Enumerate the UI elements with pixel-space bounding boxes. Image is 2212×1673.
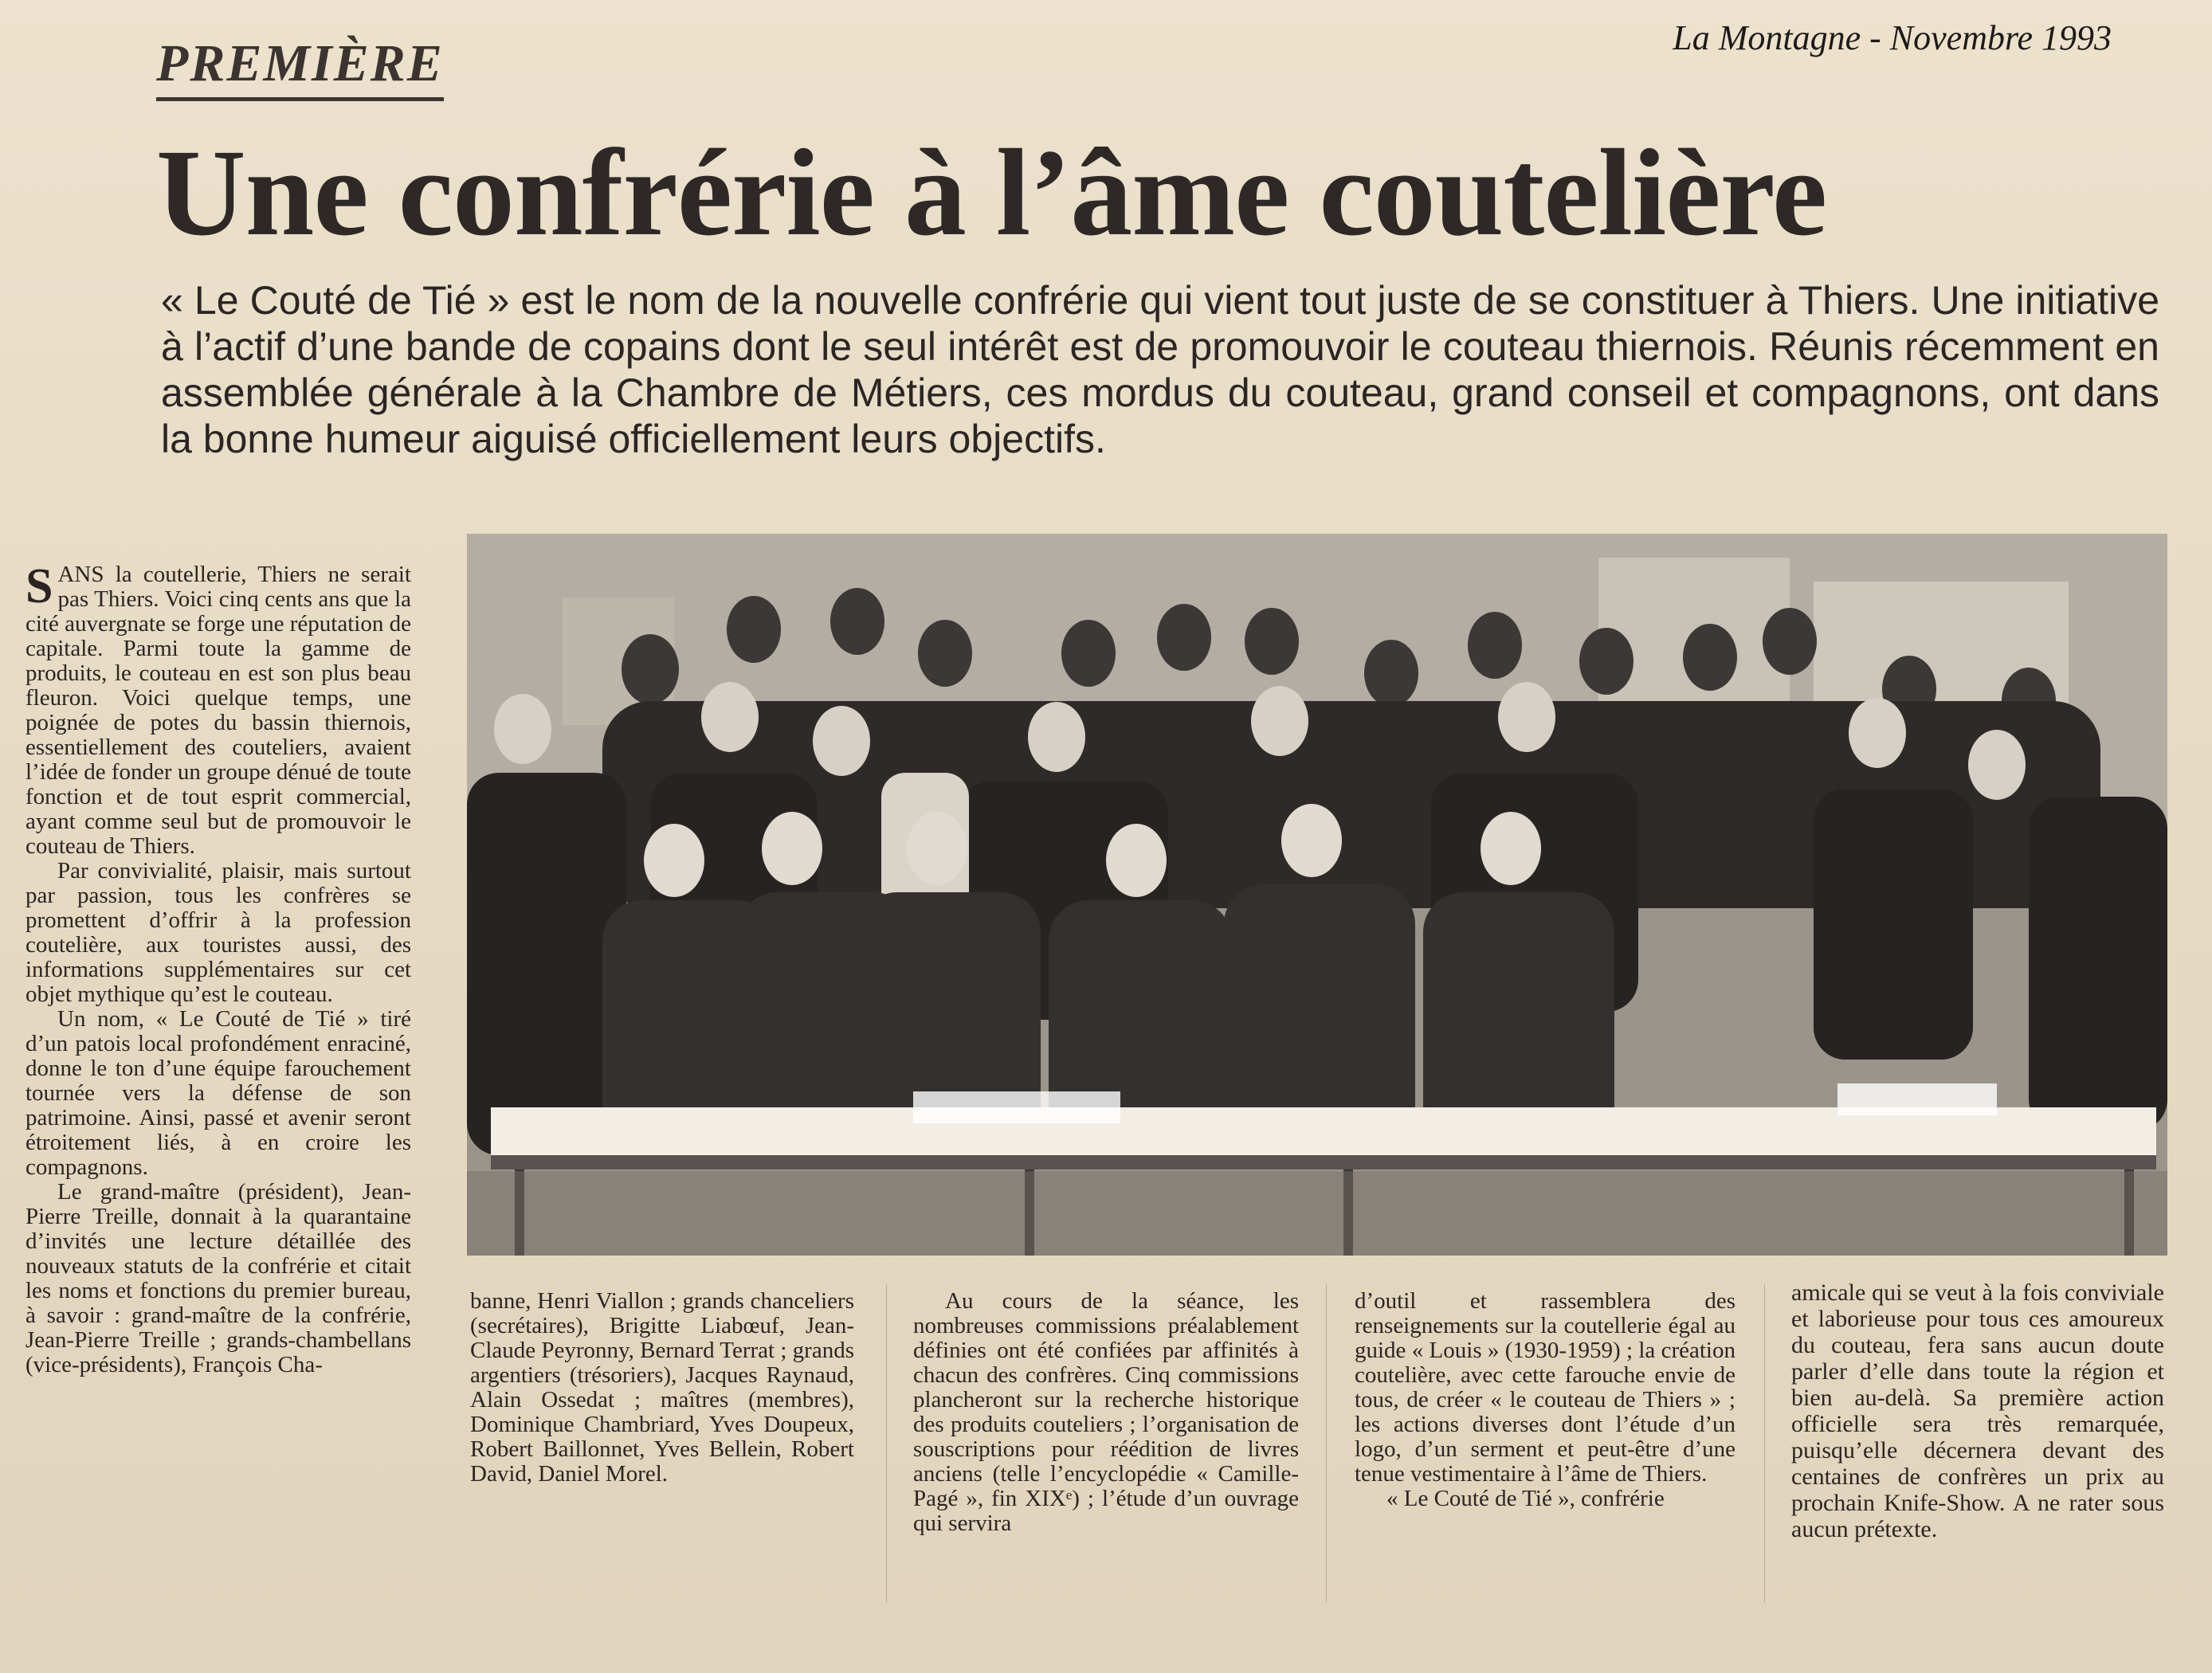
body-paragraph: Le grand-maître (président), Jean-Pierre Treille, donnait à la quarantaine d’invités une lecture détaillée des nouveaux statuts de la confrérie et citait les noms et fonctions du premier bureau, à savoir : grand-maître de la confrérie, Jean-Pierre Treille ; grands-chambellans (vice-présidents), François Cha- [25, 1179, 411, 1377]
body-paragraph: banne, Henri Viallon ; grands chanceliers (secrétaires), Brigitte Liabœuf, Jean-Claude Peyronny, Bernard Terrat ; grands argentiers (trésoriers), Jacques Raynaud, Alain Ossedat ; maîtres (membres), Dominique Chambriard, Yves Doupeux, Robert Baillonnet, Yves Bellein, Robert David, Daniel Morel. [470, 1288, 854, 1487]
body-paragraph: ANS la coutellerie, Thiers ne serait pas Thiers. Voici cinq cents ans que la cité auvergnate se forge une réputation de capitale. Parmi toute la gamme de produits, le couteau en est son plus beau fleuron. Voici quelque temps, une poignée de potes du bassin thiernois, essentiellement des couteliers, avaient l’idée de fonder un groupe dénué de toute fonction et de tout esprit commercial, ayant comme seul but de promouvoir le couteau de Thiers. [25, 562, 411, 859]
section-rubric: PREMIÈRE [156, 33, 444, 101]
body-column-1 [25, 559, 411, 1377]
body-paragraph: Un nom, « Le Couté de Tié » tiré d’un patois local profondément enraciné, donne le ton d’une équipe farouchement tournée vers la défense de son patrimoine. Ainsi, passé et avenir seront étroitement liés, à en croire les compagnons. [25, 1006, 411, 1180]
column-divider [1764, 1284, 1765, 1603]
body-paragraph: d’outil et rassemblera des renseignements sur la coutellerie égal au guide « Louis » (1930-1959) ; la création coutelière, avec cette farouche envie de tous, de créer « le couteau de Thiers » ; les actions diverses dont l’étude d’un logo, d’un serment et peut-être d’une tenue vestimentaire à l’âme de Thiers. [1355, 1288, 1735, 1487]
body-column-4 [1355, 1289, 1735, 1511]
group-photo [467, 534, 2167, 1256]
lead-paragraph: « Le Couté de Tié » est le nom de la nouvelle confrérie qui vient tout juste de se constituer à Thiers. Une initiative à l’actif d’une bande de copains dont le seul intérêt est de promouvoir le couteau thiernois. Réunis récemment en assemblée générale à la Chambre de Métiers, ces mordus du couteau, grand conseil et compagnons, ont dans la bonne humeur aiguisé officiellement leurs objectifs. [161, 278, 2159, 461]
column-divider [1326, 1284, 1327, 1603]
source-caption: La Montagne - Novembre 1993 [1673, 18, 2112, 57]
drop-cap: S [25, 559, 53, 613]
body-column-2 [470, 1289, 854, 1487]
headline: Une confrérie à l’âme coutelière [156, 123, 1827, 261]
column-divider [886, 1284, 887, 1603]
body-paragraph: Au cours de la séance, les nombreuses commissions préalablement définies ont été confiées par affinités à chacun des confrères. Cinq commissions plancheront sur la recherche historique des produits couteliers ; l’organisation de souscriptions pour réédition de livres anciens (telle l’encyclopédie « Camille-Pagé », fin XIXᵉ) ; l’étude d’un ouvrage qui servira [913, 1288, 1299, 1536]
body-paragraph: « Le Couté de Tié », confrérie [1386, 1486, 1665, 1511]
body-paragraph: amicale qui se veut à la fois conviviale et laborieuse pour tous ces amoureux du couteau, fera sans aucun doute parler d’elle dans toute la région et bien au-delà. Sa première action officielle sera très remarquée, puisqu’elle décernera devant des centaines de confrères un prix au prochain Knife-Show. A ne rater sous aucun prétexte. [1791, 1279, 2164, 1542]
body-paragraph: Par convivialité, plaisir, mais surtout par passion, tous les confrères se promettent d’offrir à la profession coutelière, aux touristes aussi, des informations supplémentaires sur cet objet mythique qu’est le couteau. [25, 858, 411, 1007]
body-column-3 [913, 1289, 1299, 1536]
body-column-5 [1791, 1279, 2164, 1542]
